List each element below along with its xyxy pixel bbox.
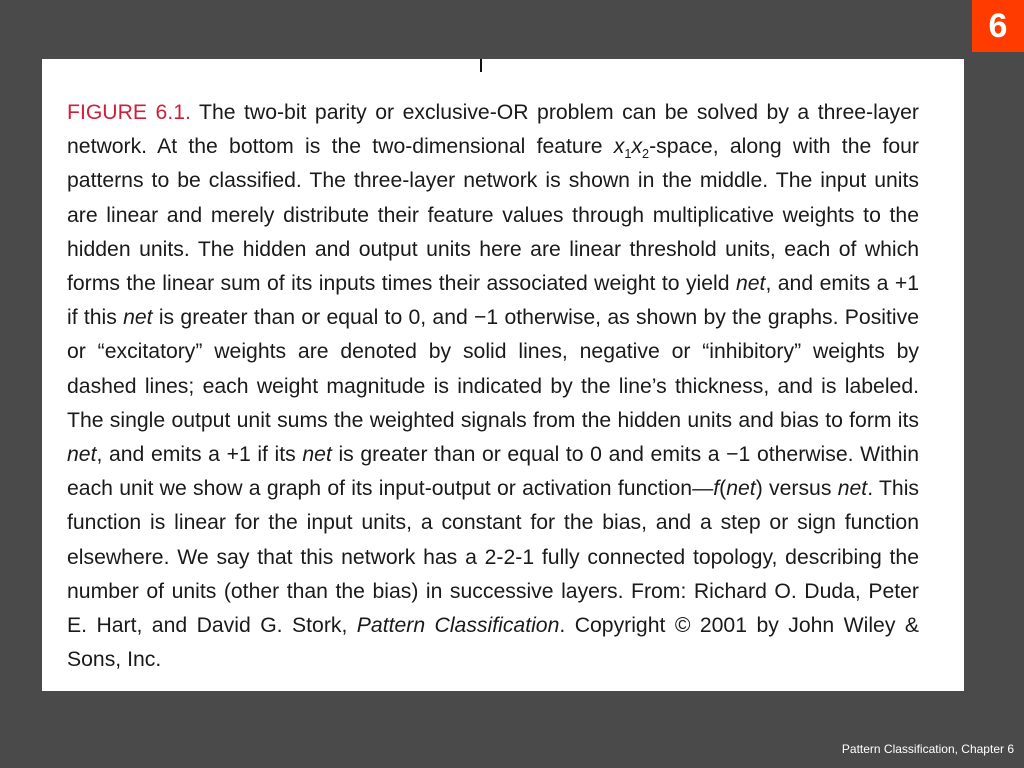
figure-caption-panel — [42, 59, 964, 691]
slide-footer: Pattern Classification, Chapter 6 — [841, 742, 1014, 756]
figure-caption-text: FIGURE 6.1. The two-bit parity or exclusive-OR problem can be solved by a three-layer network. At the bottom is the two-dimensional feature $x_1x_2$-space, along with the four patterns to be classified. The three-layer network is shown in the middle. The input units are linear and merely distribute their feature values through multiplicative weights to the hidden units. The hidden and output units here are linear threshold units, each of which forms the linear sum of its inputs times their associated weight to yield net, and emits a +1 if this net is greater than or equal to 0, and −1 otherwise, as shown by the graphs. Positive or “excitatory” weights are denoted by solid lines, negative or “inhibitory” weights by dashed lines; each weight magnitude is indicated by the line’s thickness, and is labeled. The single output unit sums the weighted signals from the hidden units and bias to form its net, and emits a +1 if its net is greater than or equal to 0 and emits a −1 otherwise. Within each unit we show a graph of its input-output or activation function—f(net) versus net. This function is linear for the input units, a constant for the bias, and a step or sign function elsewhere. We say that this network has a 2-2-1 fully connected topology, describing the number of units (other than the bias) in successive layers. From: Richard O. Duda, Peter E. Hart, and David G. Stork, Pattern Classification. Copyright © 2001 by John Wiley & Sons, Inc. — [67, 101, 920, 672]
figure-label: FIGURE 6.1. — [67, 101, 191, 124]
tick-mark — [480, 59, 482, 72]
slide-number-badge: 6 — [972, 0, 1024, 52]
